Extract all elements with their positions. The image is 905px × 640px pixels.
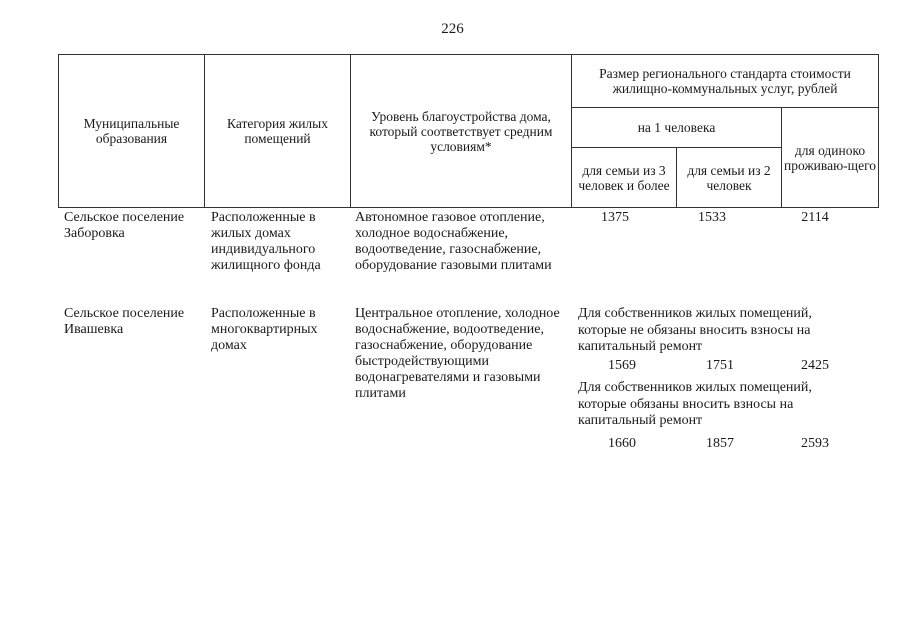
row2-note-obliged: Для собственников жилых помещений, которые обязаны вносить взносы на капитальный ремонт [578, 380, 812, 428]
row1-value-single: 2114 [801, 210, 829, 225]
row2-municipality: Сельское поселение Ивашевка [64, 306, 185, 337]
row2b-value-single: 2593 [801, 436, 829, 451]
header-standard-size: Размер регионального стандарта стоимости жилищно-коммунальных услуг, рублей [572, 55, 879, 108]
row1-level: Автономное газовое отопление, холодное водоснабжение, водоотведение, газоснабжение, оборудование газовыми плитами [355, 210, 552, 273]
row2a-value-family2: 1751 [706, 358, 734, 373]
header-category: Категория жилых помещений [205, 55, 351, 208]
header-level: Уровень благоустройства дома, который соответствует средним условиям* [351, 55, 572, 208]
row2b-value-family3: 1660 [608, 436, 636, 451]
header-family-2: для семьи из 2 человек [677, 148, 782, 208]
page-number: 226 [441, 21, 464, 37]
row2-note-not-obliged: Для собственников жилых помещений, которые не обязаны вносить взносы на капитальный ремонт [578, 306, 812, 354]
row1-category: Расположенные в жилых домах индивидуального жилищного фонда [211, 210, 321, 273]
header-single: для одиноко проживаю-щего [782, 108, 879, 208]
row2a-value-family3: 1569 [608, 358, 636, 373]
row1-value-family2: 1533 [698, 210, 726, 225]
row2a-value-single: 2425 [801, 358, 829, 373]
row2b-value-family2: 1857 [706, 436, 734, 451]
header-per-person: на 1 человека [572, 108, 782, 148]
header-municipality: Муниципальные образования [59, 55, 205, 208]
row2-level: Центральное отопление, холодное водоснабжение, водоотведение, газоснабжение, оборудование быстродействующими водонагревателями и газовыми плитами [355, 306, 560, 401]
header-family-3: для семьи из 3 человек и более [572, 148, 677, 208]
row1-municipality: Сельское поселение Заборовка [64, 210, 185, 241]
row1-value-family3: 1375 [601, 210, 629, 225]
row2-category: Расположенные в многоквартирных домах [211, 306, 318, 353]
